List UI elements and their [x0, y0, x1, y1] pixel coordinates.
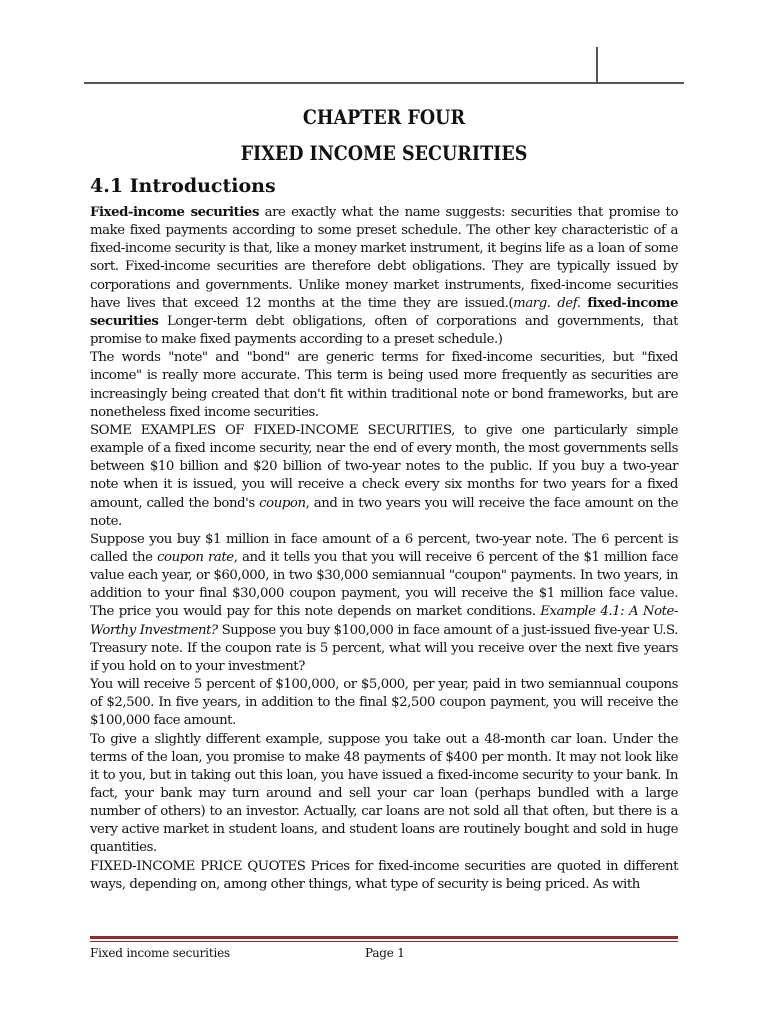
- chapter-title: CHAPTER FOUR: [302, 106, 466, 129]
- term-coupon: coupon: [259, 495, 306, 511]
- term-coupon-rate: coupon rate: [157, 549, 234, 565]
- paragraph-2: The words "note" and "bond" are generic terms for fixed-income securities, but "fixed income" is really more accurate. This term is being used more frequently as securities are increasingly being created that don't fit within traditional note or bond frameworks, but are nonetheless fixed income securities.: [90, 350, 678, 420]
- paragraph-7: FIXED-INCOME PRICE QUOTES Prices for fixed-income securities are quoted in different ways, depending on, among other things, what type of security is being priced. As with: [90, 858, 678, 892]
- marginal-definition-label: marg. def.: [513, 295, 581, 311]
- paragraph-1: Fixed-income securities are exactly what the name suggests: securities that promise to make fixed payments according to some preset schedule. The other key characteristic of a fixed-income security is that, like a money market instrument, it begins life as a loan of some sort. Fixed-income securities are therefore debt obligations. They are typically issued by corporations and governments. Unlike money market instruments, fixed-income securities have lives that exceed 12 months at the time they are issued.(marg. def. fixed-income securities Longer-term debt obligations, often of corporations and governments, that promise to make fixed payments according to a preset schedule.): [90, 205, 679, 348]
- example-title: Example 4.1: A Note-Worthy Investment?: [90, 604, 678, 638]
- footer-rule-thin: [90, 941, 678, 942]
- page-number: Page 1: [365, 946, 405, 960]
- term-fixed-income-definition: fixed-income securities: [90, 295, 679, 329]
- header-rule: [84, 82, 684, 84]
- paragraph-6: To give a slightly different example, suppose you take out a 48-month car loan. Under the terms of the loan, you promise to make 48 payments of $400 per month. It may not look like it to you, but in taking out this loan, you have issued a fixed-income security to your bank. In fact, your bank may turn around and sell your car loan (perhaps bundled with a large number of others) to an investor. Actually, car loans are not sold all that often, but there is a very active market in student loans, and student loans are routinely bought and sold in huge quantities.: [90, 731, 678, 856]
- footer-title: Fixed income securities: [90, 946, 230, 960]
- term-fixed-income: Fixed-income securities: [90, 205, 259, 220]
- paragraph-4: Suppose you buy $1 million in face amount of a 6 percent, two-year note. The 6 percent is called the coupon rate, and it tells you that you will receive 6 percent of the $1 million face value each year, or $60,000, in two $30,000 semiannual "coupon" payments. In two years, in addition to your final $30,000 coupon payment, you will receive the $1 million face value. The price you would pay for this note depends on market conditions. Example 4.1: A Note-Worthy Investment? Suppose you buy $100,000 in face amount of a just-issued five-year U.S. Treasury note. If the coupon rate is 5 percent, what will you receive over the next five years if you hold on to your investment?: [90, 531, 679, 674]
- paragraph-3: SOME EXAMPLES OF FIXED-INCOME SECURITIES, to give one particularly simple example of a fixed income security, near the end of every month, the most governments sells between $10 billion and $20 billion of two-year notes to the public. If you buy a two-year note when it is issued, you will receive a check every six months for two years for a fixed amount, called the bond's coupon, and in two years you will receive the face amount on the note.: [90, 422, 678, 529]
- section-heading: 4.1 Introductions: [90, 175, 276, 197]
- body-text: [90, 204, 678, 894]
- footer-rule: [90, 936, 678, 939]
- chapter-subtitle: FIXED INCOME SECURITIES: [240, 142, 528, 165]
- paragraph-5: You will receive 5 percent of $100,000, or $5,000, per year, paid in two semiannual coupons of $2,500. In five years, in addition to the final $2,500 coupon payment, you will receive the $100,000 face amount.: [90, 677, 678, 729]
- header-tick: [596, 47, 598, 83]
